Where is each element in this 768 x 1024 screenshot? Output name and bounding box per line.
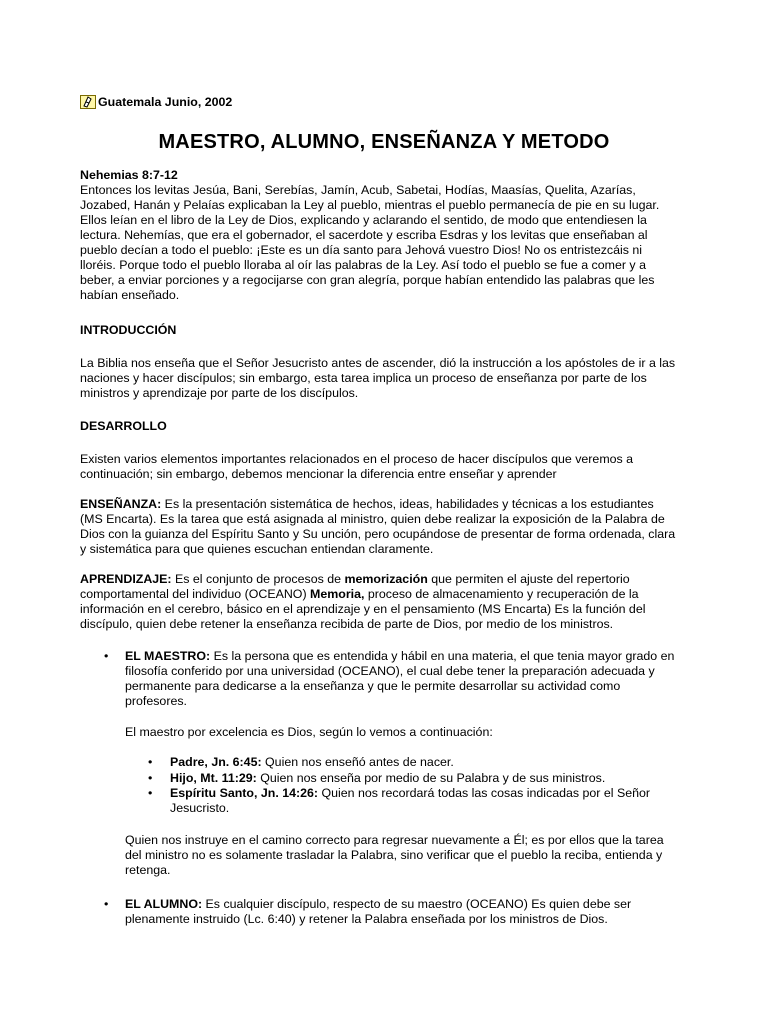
ensenanza-text: Es la presentación sistemática de hechos, ideas, habilidades y técnicas a los estudiantes (MS Encarta). Es la tarea que está asignada al ministro, quien debe realizar la exposición de la Palabra de Dios con la guianza del Espíritu Santo y Su unción, pero ocupándose de presentar de forma ordenada, clara y sistemática para que quienes escuchan entiendan claramente. <box>80 497 676 556</box>
list-item-term: Hijo, Mt. 11:29: <box>170 771 257 785</box>
alumno-term: EL ALUMNO: <box>125 897 203 911</box>
list-item-text: Quien nos recordará todas las cosas indicadas por el Señor Jesucristo. <box>170 786 651 815</box>
aprendizaje-bold-memorizacion: memorización <box>344 572 428 586</box>
introduccion-text: La Biblia nos enseña que el Señor Jesucristo antes de ascender, dió la instrucción a los apóstoles de ir a las naciones y hacer discípulos; sin embargo, esta tarea implica un proceso de enseñanza por parte de los ministros y aprendizaje por parte de los discípulos. <box>80 356 676 400</box>
aprendizaje-text-3: proceso de almacenamiento y recuperación de la información en el cerebro, básico en el aprendizaje y en el pensamiento (MS Encarta) Es la función del discípulo, quien debe retener la enseñanza recibida de parte de Dios, por medio de los ministros. <box>80 587 646 631</box>
alumno-text: Es cualquier discípulo, respecto de su maestro (OCEANO) Es quien debe ser plenamente instruido (Lc. 6:40) y retener la Palabra enseñada por los ministros de Dios. <box>125 897 632 926</box>
bullet: • <box>148 755 153 769</box>
document-header <box>80 93 232 111</box>
maestro-intro: El maestro por excelencia es Dios, según lo vemos a continuación: <box>125 725 493 739</box>
bullet: • <box>148 771 153 785</box>
introduccion-heading: INTRODUCCIÓN <box>80 323 177 337</box>
list-item-text: Quien nos enseña por medio de su Palabra y de sus ministros. <box>256 771 606 785</box>
maestro-text: Es la persona que es entendida y hábil en una materia, el que tenia mayor grado en filosofía conferido por una universidad (OCEANO), el cual debe tener la preparación adecuada y permanente para dedicarse a la enseñanza y que le permite desarrollar su actividad como profesores. <box>125 649 675 708</box>
desarrollo-heading: DESARROLLO <box>80 419 167 433</box>
alumno-paragraph <box>125 897 681 927</box>
list-item <box>170 771 670 786</box>
ensenanza-paragraph <box>80 497 676 557</box>
note-icon <box>80 94 96 110</box>
page-title: MAESTRO, ALUMNO, ENSEÑANZA Y METODO <box>158 131 610 153</box>
aprendizaje-paragraph <box>80 572 676 632</box>
list-item-term: Padre, Jn. 6:45: <box>170 755 262 769</box>
bullet: • <box>104 897 109 911</box>
maestro-closing: Quien nos instruye en el camino correcto para regresar nuevamente a Él; es por ellos que la tarea del ministro no es solamente trasladar la Palabra, sino verificar que el pueblo la reciba, entienda y retenga. <box>125 833 664 877</box>
aprendizaje-text-2: que permiten el ajuste del repertorio comportamental del individuo (OCEANO) <box>80 572 630 601</box>
list-item-term: Espíritu Santo, Jn. 14:26: <box>170 786 319 800</box>
bullet: • <box>104 649 109 663</box>
scripture-reference: Nehemias 8:7-12 <box>80 168 178 182</box>
ensenanza-term: ENSEÑANZA: <box>80 497 162 511</box>
list-item-text: Quien nos enseñó antes de nacer. <box>261 755 454 769</box>
location-date: Guatemala Junio, 2002 <box>98 94 233 109</box>
maestro-paragraph <box>125 649 681 709</box>
aprendizaje-text-1: Es el conjunto de procesos de <box>171 572 345 586</box>
list-item <box>170 755 670 770</box>
aprendizaje-term: APRENDIZAJE: <box>80 572 172 586</box>
desarrollo-text: Existen varios elementos importantes relacionados en el proceso de hacer discípulos que veremos a continuación; sin embargo, debemos mencionar la diferencia entre enseñar y aprender <box>80 452 634 481</box>
bullet: • <box>148 786 153 800</box>
scripture-text: Entonces los levitas Jesúa, Bani, Serebías, Jamín, Acub, Sabetai, Hodías, Maasías, Quelita, Azarías, Jozabed, Hanán y Pelaías explicaban la Ley al pueblo, mientras el pueblo permanecía de pie en su lugar. Ellos leían en el libro de la Ley de Dios, explicando y aclarando el sentido, de modo que entendiesen la lectura. Nehemías, que era el gobernador, el sacerdote y escriba Esdras y los levitas que enseñaban al pueblo decían a todo el pueblo: ¡Este es un día santo para Jehová vuestro Dios! No os entristezcáis ni lloréis. Porque todo el pueblo lloraba al oír las palabras de la Ley. Así todo el pueblo se fue a comer y a beber, a enviar porciones y a regocijarse con gran alegría, porque habían entendido las palabras que les habían enseñado. <box>80 183 660 302</box>
aprendizaje-bold-memoria: Memoria, <box>310 587 365 601</box>
list-item <box>170 786 670 816</box>
maestro-term: EL MAESTRO: <box>125 649 211 663</box>
